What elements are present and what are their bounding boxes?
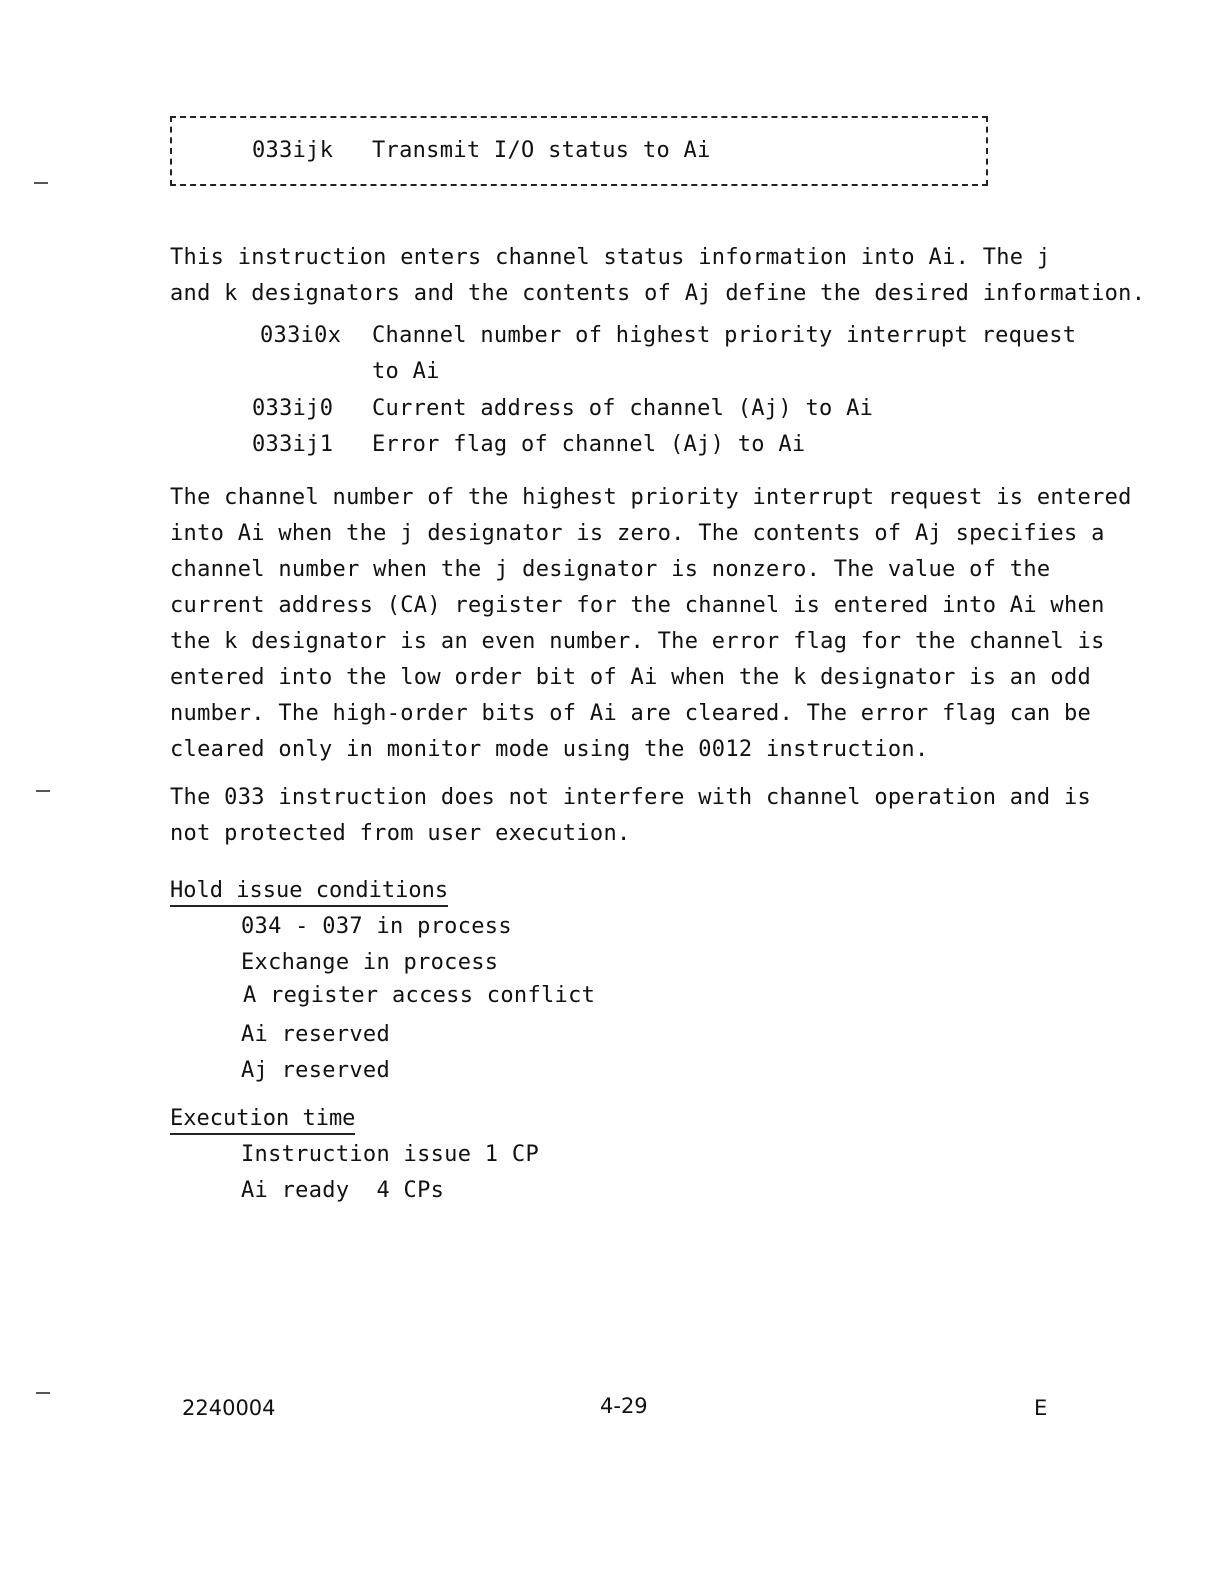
variant-desc: to Ai bbox=[372, 359, 440, 384]
list-item: 034 - 037 in process bbox=[241, 914, 512, 939]
intro-paragraph bbox=[170, 240, 1145, 312]
text-line: channel number when the j designator is nonzero. The value of the bbox=[170, 557, 1051, 582]
instruction-opcode: 033ijk bbox=[252, 138, 334, 163]
variant-code: 033ij0 bbox=[252, 396, 334, 421]
hold-issue-heading: Hold issue conditions bbox=[170, 878, 448, 907]
list-item: Ai ready 4 CPs bbox=[241, 1178, 445, 1203]
list-item: A register access conflict bbox=[243, 983, 596, 1008]
body-paragraph bbox=[170, 480, 1132, 768]
list-item: Instruction issue 1 CP bbox=[241, 1142, 539, 1167]
revision-letter: E bbox=[1034, 1396, 1048, 1420]
margin-mark bbox=[36, 790, 50, 792]
execution-time-heading: Execution time bbox=[170, 1106, 355, 1135]
text-line: and k designators and the contents of Aj define the desired information. bbox=[170, 281, 1146, 306]
text-line: number. The high-order bits of Ai are cleared. The error flag can be bbox=[170, 701, 1092, 726]
document-number: 2240004 bbox=[182, 1396, 276, 1420]
page-number: 4-29 bbox=[600, 1394, 648, 1418]
list-item: Exchange in process bbox=[241, 950, 499, 975]
variant-code: 033i0x bbox=[260, 323, 342, 348]
instruction-header-box bbox=[170, 116, 988, 186]
variant-desc: Error flag of channel (Aj) to Ai bbox=[372, 432, 806, 457]
instruction-title: Transmit I/O status to Ai bbox=[372, 138, 711, 163]
text-line: The 033 instruction does not interfere with channel operation and is bbox=[170, 785, 1092, 810]
margin-mark bbox=[34, 182, 48, 184]
text-line: the k designator is an even number. The error flag for the channel is bbox=[170, 629, 1105, 654]
list-item: Aj reserved bbox=[241, 1058, 390, 1083]
body-paragraph bbox=[170, 780, 1091, 852]
variant-desc: Channel number of highest priority interrupt request bbox=[372, 323, 1077, 348]
variant-code: 033ij1 bbox=[252, 432, 334, 457]
margin-mark bbox=[36, 1392, 50, 1394]
text-line: not protected from user execution. bbox=[170, 821, 631, 846]
variant-desc: Current address of channel (Aj) to Ai bbox=[372, 396, 874, 421]
text-line: The channel number of the highest priority interrupt request is entered bbox=[170, 485, 1132, 510]
text-line: This instruction enters channel status information into Ai. The j bbox=[170, 245, 1051, 270]
text-line: entered into the low order bit of Ai when the k designator is an odd bbox=[170, 665, 1092, 690]
text-line: current address (CA) register for the channel is entered into Ai when bbox=[170, 593, 1105, 618]
list-item: Ai reserved bbox=[241, 1022, 390, 1047]
text-line: into Ai when the j designator is zero. The contents of Aj specifies a bbox=[170, 521, 1105, 546]
text-line: cleared only in monitor mode using the 0012 instruction. bbox=[170, 737, 929, 762]
